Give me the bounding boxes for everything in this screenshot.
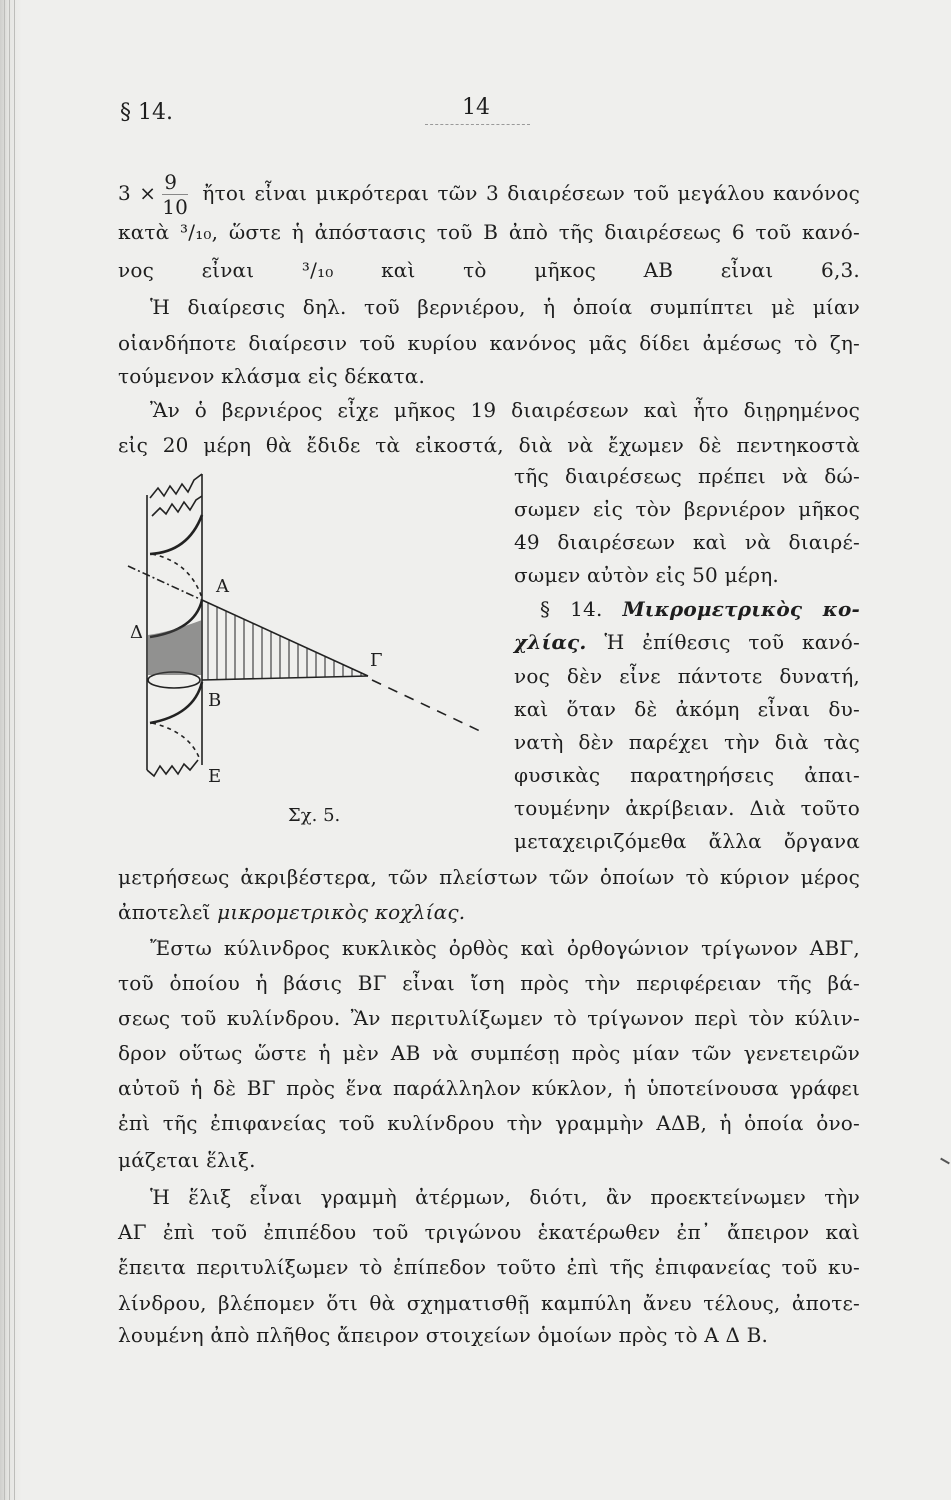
margin-mark: [940, 1158, 950, 1165]
text-line: ΑΓ ἐπὶ τοῦ ἐπιπέδου τοῦ τριγώνου ἑκατέρωθεν ἐπ᾿ ἄπειρον καὶ: [118, 1220, 860, 1244]
factor: 3 ×: [118, 181, 157, 205]
text-line: τοῦ ὁποίου ἡ βάσις ΒΓ εἶναι ἴση πρὸς τὴν περιφέρειαν τῆς βά-: [118, 971, 860, 995]
section-heading: [540, 595, 860, 623]
text-line: αὐτοῦ ἡ δὲ ΒΓ πρὸς ἕνα παράλληλον κύκλον, ἡ ὑποτείνουσα γράφει: [118, 1076, 860, 1100]
text-line: Ἡ διαίρεσις δηλ. τοῦ βερνιέρου, ἡ ὁποία συμπίπτει μὲ μίαν: [150, 295, 860, 319]
text-line: σωμεν αὐτὸν εἰς 50 μέρη.: [514, 563, 779, 587]
shaded-cylinder-region: [148, 620, 202, 675]
dashdot-extension: [128, 566, 202, 600]
text-line: ἐπὶ τῆς ἐπιφανείας τοῦ κυλίνδρου τὴν γραμμὴν ΑΔΒ, ἡ ὁποία ὀνο-: [118, 1111, 860, 1135]
text-line: λίνδρου, βλέπομεν ὅτι θὰ σχηματισθῇ καμπύλη ἄνευ τέλους, ἀποτε-: [118, 1291, 860, 1315]
text-segment: ἀποτελεῖ: [118, 900, 211, 924]
text-line: νος εἶναι ³/₁₀ καὶ τὸ μῆκος ΑΒ εἶναι 6,3.: [118, 258, 860, 282]
italic-term: μικρομετρικὸς κοχλίας.: [217, 900, 466, 924]
cylinder-top-jagged: [150, 474, 202, 516]
text-line: νατὴ δὲν παρέχει τὴν διὰ τὰς: [514, 730, 860, 754]
section-number: § 14.: [540, 597, 603, 621]
figure-caption: Σχ. 5.: [288, 805, 341, 826]
base-line: [202, 676, 368, 680]
text-line: Ἂν ὁ βερνιέρος εἶχε μῆκος 19 διαιρέσεων καὶ ἦτο διῃρημένος: [150, 398, 860, 422]
header-rule: [425, 124, 530, 125]
helix-upper-hidden: [152, 554, 202, 598]
text-line: μάζεται ἕλιξ.: [118, 1148, 256, 1172]
text-line: τούμενον κλάσμα εἰς δέκατα.: [118, 364, 426, 388]
page-number: 14: [462, 95, 490, 120]
text-line: καὶ ὅταν δὲ ἀκόμη εἶναι δυ-: [514, 697, 860, 721]
label-B: Β: [208, 690, 222, 711]
text-line: Ἡ ἕλιξ εἶναι γραμμὴ ἀτέρμων, διότι, ἂν προεκτείνωμεν τὴν: [150, 1185, 860, 1209]
numerator: 9: [162, 170, 188, 195]
helix-figure: [110, 470, 500, 800]
text-line: σωμεν εἰς τὸν βερνιέρον μῆκος: [514, 497, 860, 521]
dashed-extension: [372, 680, 482, 732]
helix-upper: [150, 515, 202, 554]
text-line: δρον οὕτως ὥστε ἡ μὲν ΑΒ νὰ συμπέσῃ πρὸς μίαν τῶν γενετειρῶν: [118, 1041, 860, 1065]
label-Gamma: Γ: [370, 650, 383, 671]
text-line: σεως τοῦ κυλίνδρου. Ἂν περιτυλίξωμεν τὸ τρίγωνον περὶ τὸν κύλιν-: [118, 1006, 860, 1030]
label-Delta: Δ: [130, 622, 143, 643]
text-line: [118, 168, 860, 218]
text-line: νος δὲν εἶνε πάντοτε δυνατή,: [514, 664, 860, 688]
helix-lower-hidden: [152, 723, 200, 760]
text-line: [514, 628, 860, 656]
text-line: λουμένη ἀπὸ πλῆθος ἄπειρον στοιχείων ὁμοίων πρὸς τὸ Α Δ Β.: [118, 1323, 769, 1347]
text-line: μεταχειριζόμεθα ἄλλα ὄργανα: [514, 829, 860, 853]
denominator: 10: [162, 195, 189, 219]
text-line: κατὰ ³/₁₀, ὥστε ἡ ἀπόστασις τοῦ Β ἀπὸ τῆς διαιρέσεως 6 τοῦ κανό-: [118, 220, 860, 244]
text-line: 49 διαιρέσεων καὶ νὰ διαιρέ-: [514, 530, 860, 554]
fraction: [162, 170, 188, 219]
text-line: εἰς 20 μέρη θὰ ἔδιδε τὰ εἰκοστά, διὰ νὰ ἔχωμεν δὲ πεντηκοστὰ: [118, 433, 860, 457]
book-gutter: [0, 0, 22, 1500]
section-title-end: χλίας.: [514, 630, 587, 654]
label-E: Ε: [208, 766, 222, 787]
text-line: οἱανδήποτε διαίρεσιν τοῦ κυρίου κανόνος μᾶς δίδει ἀμέσως τὸ ζη-: [118, 331, 860, 355]
label-A: Α: [216, 576, 229, 597]
hypotenuse-line: [202, 600, 368, 676]
cylinder-bottom-jagged: [147, 760, 198, 776]
text-line: μετρήσεως ἀκριβέστερα, τῶν πλείστων τῶν ὁποίων τὸ κύριον μέρος: [118, 865, 860, 889]
text-line: Ἔστω κύλινδρος κυκλικὸς ὀρθὸς καὶ ὀρθογώνιον τρίγωνον ΑΒΓ,: [150, 936, 860, 960]
text-line: φυσικὰς παρατηρήσεις ἀπαι-: [514, 763, 860, 787]
text-line: ἔπειτα περιτυλίξωμεν τὸ ἐπίπεδον τοῦτο ἐπὶ τῆς ἐπιφανείας τοῦ κυ-: [118, 1255, 860, 1279]
text-line: [118, 898, 860, 926]
text-segment: ἤτοι εἶναι μικρότεραι τῶν 3 διαιρέσεων τοῦ μεγάλου κανόνος: [202, 181, 860, 205]
text-segment: Ἡ ἐπίθεσις τοῦ κανό-: [604, 630, 860, 654]
section-title: Μικρομετρικὸς κο-: [622, 597, 860, 621]
text-line: τουμένην ἀκρίβειαν. Διὰ τοῦτο: [514, 796, 860, 820]
text-line: τῆς διαιρέσεως πρέπει νὰ δώ-: [514, 464, 860, 488]
triangle-hatching: [208, 603, 361, 680]
section-marker: § 14.: [120, 100, 173, 125]
